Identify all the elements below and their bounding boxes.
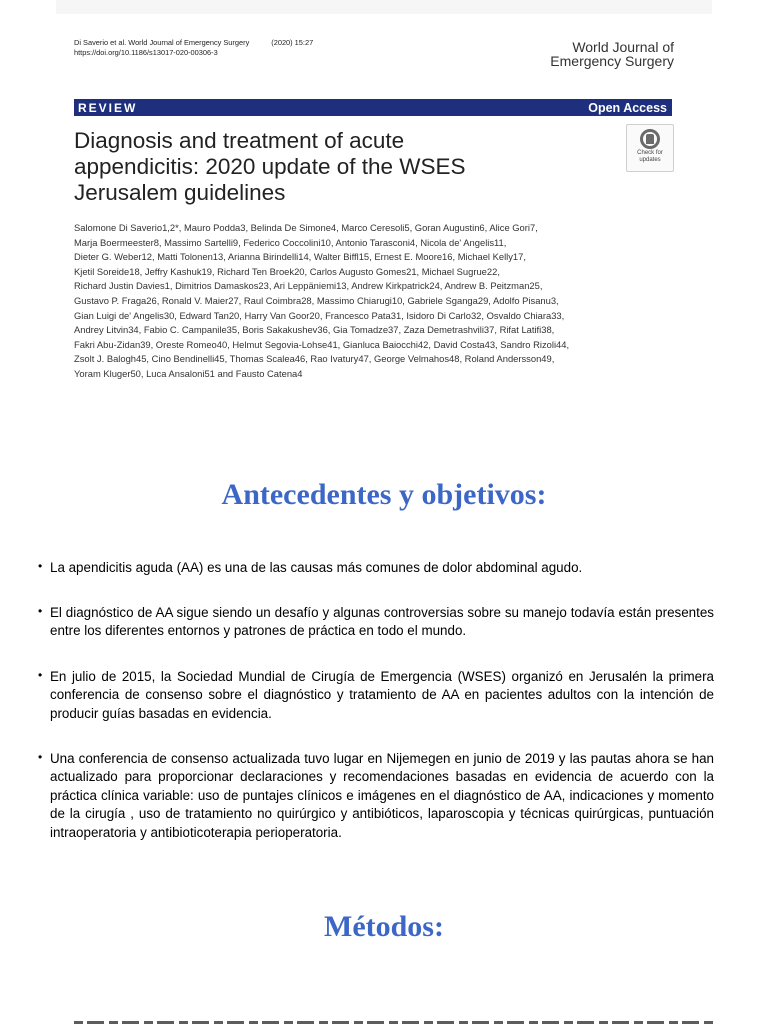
bullet-item (38, 668, 714, 723)
bullet-dot: • (38, 559, 43, 573)
review-label: REVIEW (78, 100, 138, 115)
bullet-text: En julio de 2015, la Sociedad Mundial de Cirugía de Emergencia (WSES) organizó en Jerusalén la primera conferencia de consenso sobre el diagnóstico y tratamiento de AA en pacientes adultos con la intención de producir guías basadas en evidencia. (50, 669, 714, 721)
author-line: Andrey Litvin34, Fabio C. Campanile35, Boris Sakakushev36, Gia Tomadze37, Zaza Demetrashvili37, Rifat Latifi38, (74, 324, 555, 336)
bullet-item (38, 604, 714, 641)
author-line: Yoram Kluger50, Luca Ansaloni51 and Fausto Catena4 (74, 367, 303, 379)
check-for-updates-badge (626, 124, 674, 172)
paper-title-line3: Jerusalem guidelines (74, 180, 286, 205)
bullet-item (38, 750, 714, 842)
citation-year: (2020) 15:27 (271, 38, 314, 47)
bookmark-icon (640, 129, 660, 149)
journal-name-line1: World Journal of (572, 39, 674, 55)
bullet-dot: • (38, 750, 43, 764)
author-line: Zsolt J. Balogh45, Cino Bendinelli45, Thomas Scalea46, Rao Ivatury47, George Velmahos48, Roland Andersson49, (74, 353, 555, 365)
bullet-text: El diagnóstico de AA sigue siendo un desafío y algunas controversias sobre su manejo todavía están presentes entre los diferentes entornos y patrones de práctica en todo el mundo. (50, 605, 714, 639)
bullet-dot: • (38, 604, 43, 618)
author-line: Dieter G. Weber12, Matti Tolonen13, Arianna Birindelli14, Walter Biffl15, Ernest E. Moore16, Michael Kelly17, (74, 251, 526, 263)
bullet-dot: • (38, 668, 43, 682)
author-line: Richard Justin Davies1, Dimitrios Damaskos23, Ari Leppäniemi13, Andrew Kirkpatrick24, Andrew B. Peitzman25, (74, 280, 543, 292)
citation-source: Di Saverio et al. World Journal of Emergency Surgery (74, 38, 250, 47)
cut-off-text-line (74, 1014, 714, 1024)
citation-doi: https://doi.org/10.1186/s13017-020-00306-3 (74, 48, 218, 57)
section-heading-background: Antecedentes y objetivos: (221, 478, 547, 511)
bullet-text: La apendicitis aguda (AA) es una de las causas más comunes de dolor abdominal agudo. (50, 560, 583, 575)
author-line: Marja Boermeester8, Massimo Sartelli9, Federico Coccolini10, Antonio Tarasconi4, Nicola de' Angelis11, (74, 236, 507, 248)
paper-title (74, 128, 594, 206)
top-strip (56, 0, 712, 14)
citation (74, 38, 313, 58)
open-access-label: Open Access (588, 100, 667, 115)
author-line: Fakri Abu-Zidan39, Oreste Romeo40, Helmut Segovia-Lohse41, Gianluca Baiocchi42, David Costa43, Sandro Rizoli44, (74, 338, 570, 350)
author-line: Gian Luigi de' Angelis30, Edward Tan20, Harry Van Goor20, Francesco Pata31, Isidoro Di Carlo32, Osvaldo Chiara33, (74, 309, 565, 321)
author-line: Gustavo P. Fraga26, Ronald V. Maier27, Raul Coimbra28, Massimo Chiarugi10, Gabriele Sganga29, Adolfo Pisanu3, (74, 294, 559, 306)
paper-title-line2: appendicitis: 2020 update of the WSES (74, 154, 466, 179)
paper-header-image (56, 14, 712, 394)
author-line: Kjetil Soreide18, Jeffry Kashuk19, Richard Ten Broek20, Carlos Augusto Gomes21, Michael Sugrue22, (74, 265, 500, 277)
section-heading-methods: Métodos: (324, 910, 444, 943)
author-line: Salomone Di Saverio1,2*, Mauro Podda3, Belinda De Simone4, Marco Ceresoli5, Goran Augustin6, Alice Gori7, (74, 222, 538, 233)
check-for-updates-line1: Check for (637, 150, 663, 156)
paper-title-line1: Diagnosis and treatment of acute (74, 128, 405, 153)
journal-name (550, 40, 674, 68)
check-for-updates-line2: updates (639, 156, 661, 163)
article-type-banner (74, 99, 672, 116)
author-list (74, 221, 680, 382)
bullet-text: Una conferencia de consenso actualizada tuvo lugar en Nijemegen en junio de 2019 y las pautas ahora se han actualizado para proporcionar declaraciones y recomendaciones basadas en evidencia de acuerdo con la práctica clínica variable: uso de puntajes clínicos e imágenes en el diagnóstico de AA, indicaciones y momento de la cirugía , uso de tratamiento no quirúrgico y antibióticos, laparoscopia y técnicas quirúrgicas, puntuación intraoperatoria y antibioticoterapia perioperatoria. (50, 751, 714, 840)
journal-name-line2: Emergency Surgery (550, 53, 674, 69)
bullet-item (38, 559, 714, 577)
